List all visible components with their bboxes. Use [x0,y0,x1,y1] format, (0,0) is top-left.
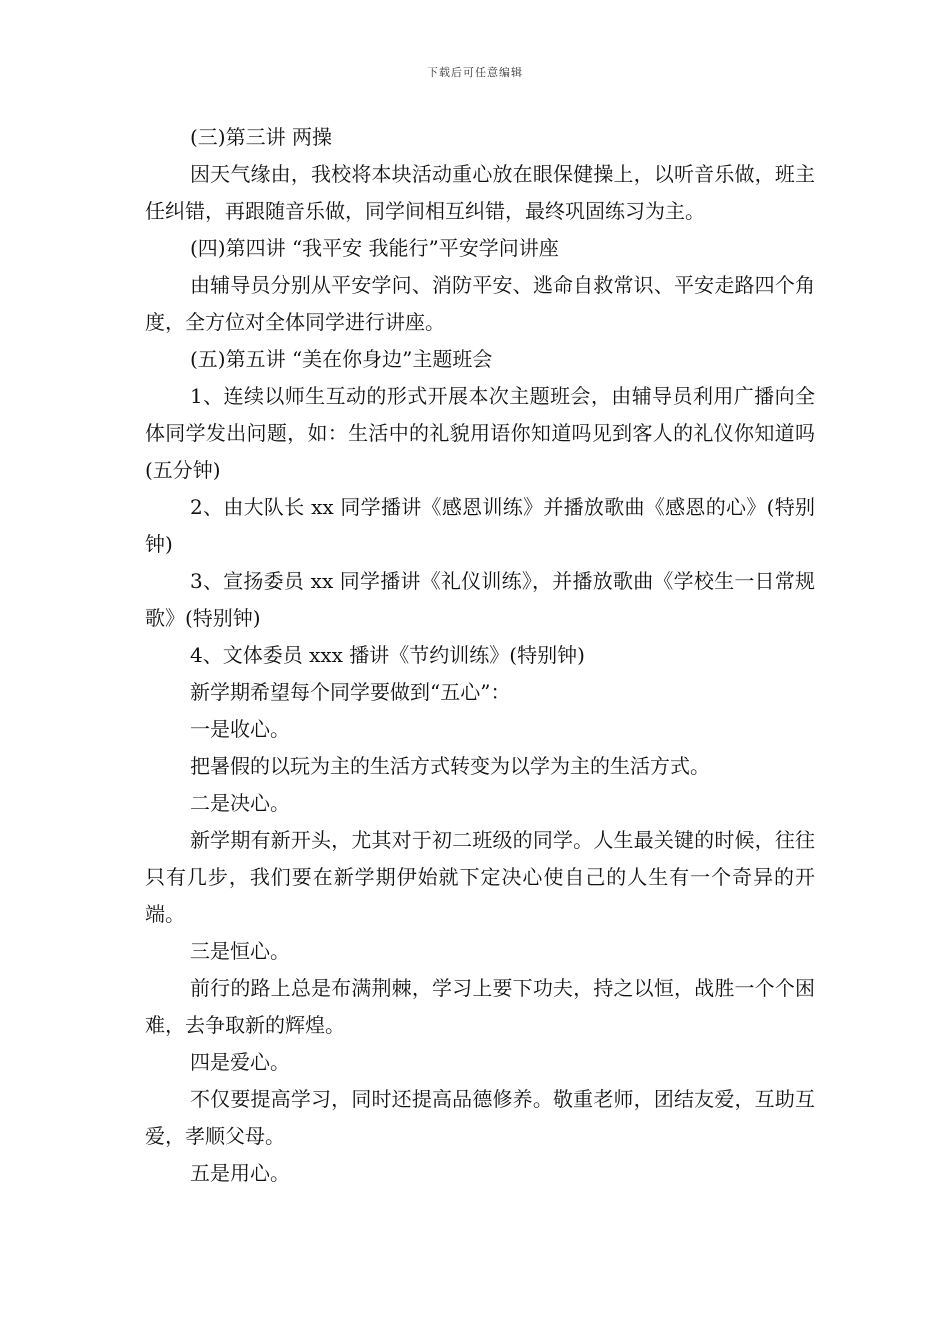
section-heading-3: (三)第三讲 两操 [190,125,332,149]
list-item: 4、文体委员 xxx 播讲《节约训练》(特别钟) [190,643,585,667]
list-item: 1、连续以师生互动的形式开展本次主题班会，由辅导员利用广播向全体同学发出问题，如：生活中的礼貌用语你知道吗见到客人的礼仪你知道吗(五分钟) [145,384,815,482]
point-heading: 三是恒心。 [190,939,290,963]
point-heading: 五是用心。 [190,1161,290,1185]
point-heading: 四是爱心。 [190,1050,290,1074]
point-heading: 二是决心。 [190,791,290,815]
list-item: 2、由大队长 xx 同学播讲《感恩训练》并播放歌曲《感恩的心》(特别钟) [145,495,815,556]
paragraph: 前行的路上总是布满荆棘，学习上要下功夫，持之以恒，战胜一个个困难，去争取新的辉煌。 [145,976,815,1037]
paragraph: 新学期希望每个同学要做到“五心”： [190,680,511,704]
section-heading-4: (四)第四讲 “我平安 我能行”平安学问讲座 [190,236,559,260]
paragraph: 由辅导员分别从平安学问、消防平安、逃命自救常识、平安走路四个角度，全方位对全体同学进行讲座。 [145,273,815,334]
section-heading-5: (五)第五讲 “美在你身边”主题班会 [190,347,493,371]
paragraph: 因天气缘由，我校将本块活动重心放在眼保健操上，以听音乐做，班主任纠错，再跟随音乐做，同学间相互纠错，最终巩固练习为主。 [145,162,815,223]
page-header: 下载后可任意编辑 [427,66,523,79]
paragraph: 把暑假的以玩为主的生活方式转变为以学为主的生活方式。 [190,754,710,778]
list-item: 3、宣扬委员 xx 同学播讲《礼仪训练》，并播放歌曲《学校生一日常规歌》(特别钟) [145,569,815,630]
point-heading: 一是收心。 [190,717,290,741]
paragraph: 新学期有新开头，尤其对于初二班级的同学。人生最关键的时候，往往只有几步，我们要在新学期伊始就下定决心使自己的人生有一个奇异的开端。 [145,828,815,926]
paragraph: 不仅要提高学习，同时还提高品德修养。敬重老师，团结友爱，互助互爱，孝顺父母。 [145,1087,815,1148]
document-body [145,119,815,1192]
